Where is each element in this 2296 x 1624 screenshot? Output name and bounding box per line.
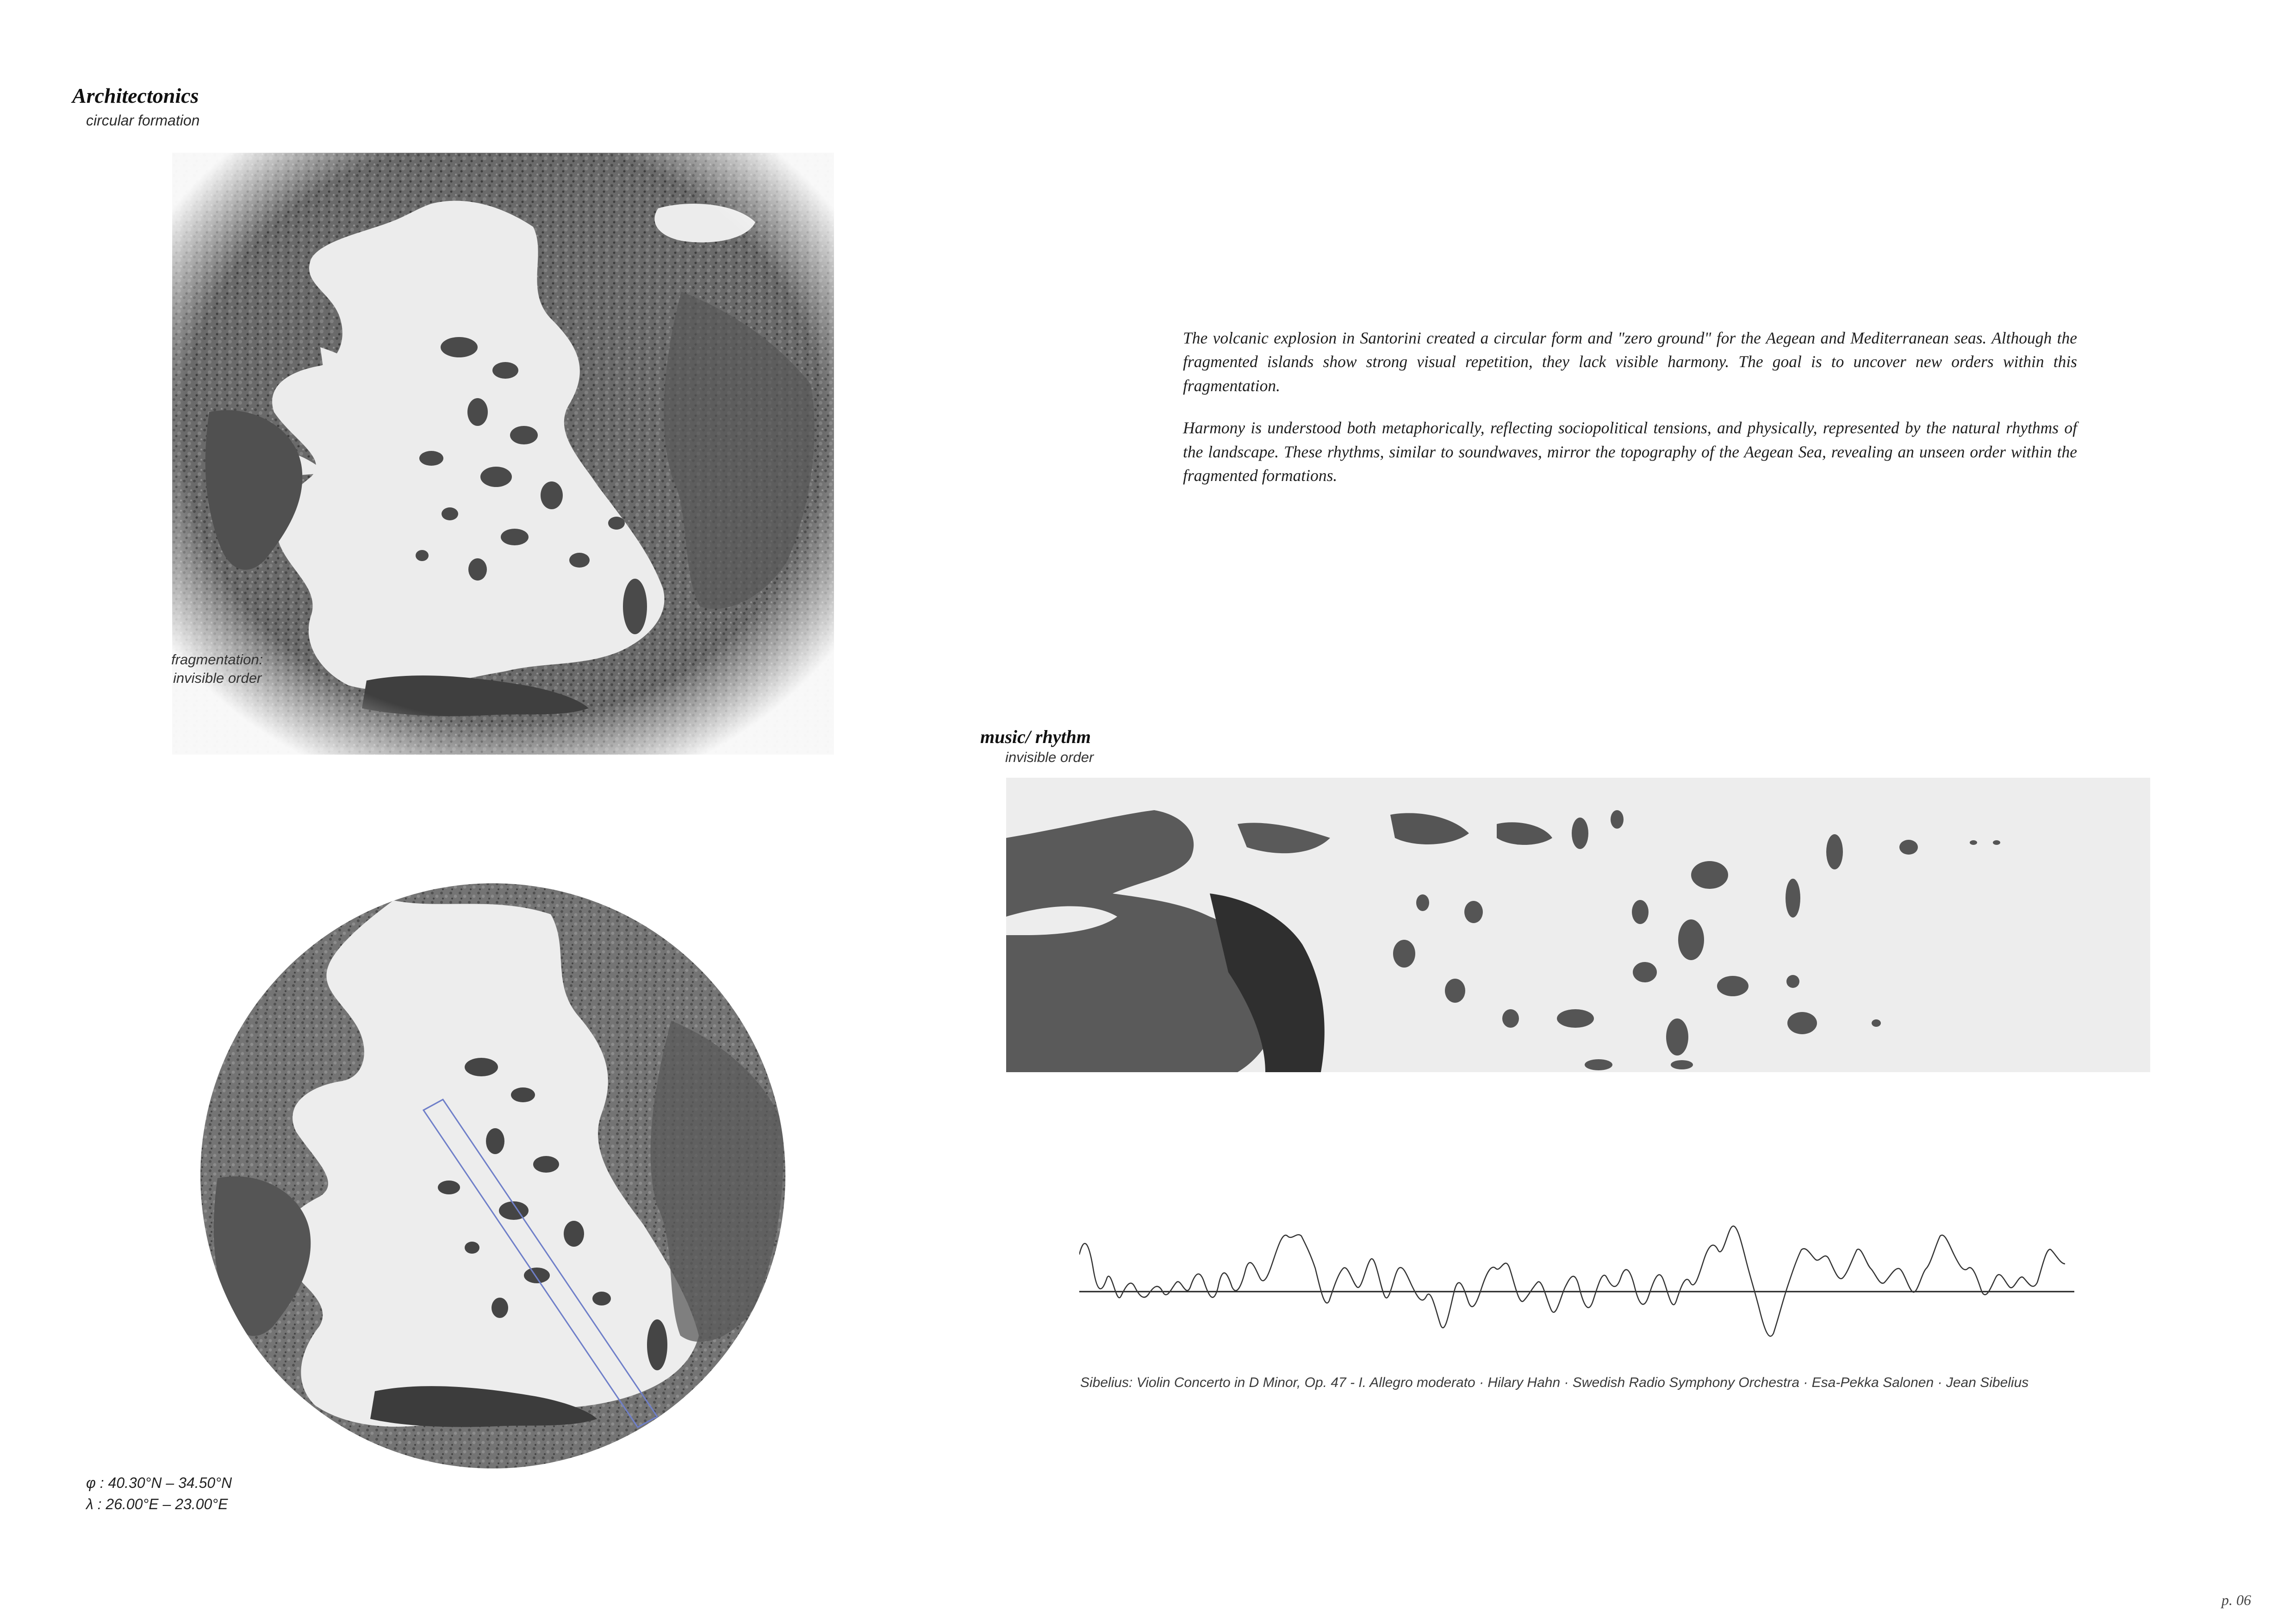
wave-line — [1079, 1226, 2065, 1336]
description-paragraph-1: The volcanic explosion in Santorini created a circular form and "zero ground" for the Aegean and Mediterranean seas. Although the fragmented islands show strong visual repetition, they lack visible harmony. The goal is to uncover new orders within this fragmentation. — [1183, 329, 2077, 395]
page-subtitle: circular formation — [86, 112, 200, 129]
aegean-map-circle — [199, 882, 787, 1470]
longitude-range: λ : 26.00°E – 23.00°E — [86, 1496, 228, 1513]
fragmentation-caption-line2: invisible order — [173, 670, 262, 687]
aegean-map-top — [172, 153, 834, 755]
music-subtitle: invisible order — [1005, 749, 1094, 765]
music-caption: Sibelius: Violin Concerto in D Minor, Op. 47 - I. Allegro moderato · Hilary Hahn · Swedish Radio Symphony Orchestra · Esa-Pekka Salonen · Jean Sibelius — [1080, 1375, 2029, 1390]
page-title: Architectonics — [72, 84, 199, 107]
music-title: music/ rhythm — [980, 726, 1091, 747]
description-text — [1183, 326, 2077, 506]
page-number: p. 06 — [2221, 1592, 2251, 1608]
sound-wave — [1079, 1218, 2079, 1366]
latitude-range: φ : 40.30°N – 34.50°N — [86, 1474, 232, 1491]
aegean-strip-map — [1006, 778, 2150, 1072]
description-paragraph-2: Harmony is understood both metaphorically, reflecting sociopolitical tensions, and physically, represented by the natural rhythms of the landscape. These rhythms, similar to soundwaves, mirror the topography of the Aegean Sea, revealing an unseen order within the fragmented formations. — [1183, 418, 2077, 485]
fragmentation-caption-line1: fragmentation: — [171, 651, 263, 668]
fragmentation-caption — [171, 650, 263, 688]
coordinates — [86, 1472, 232, 1515]
